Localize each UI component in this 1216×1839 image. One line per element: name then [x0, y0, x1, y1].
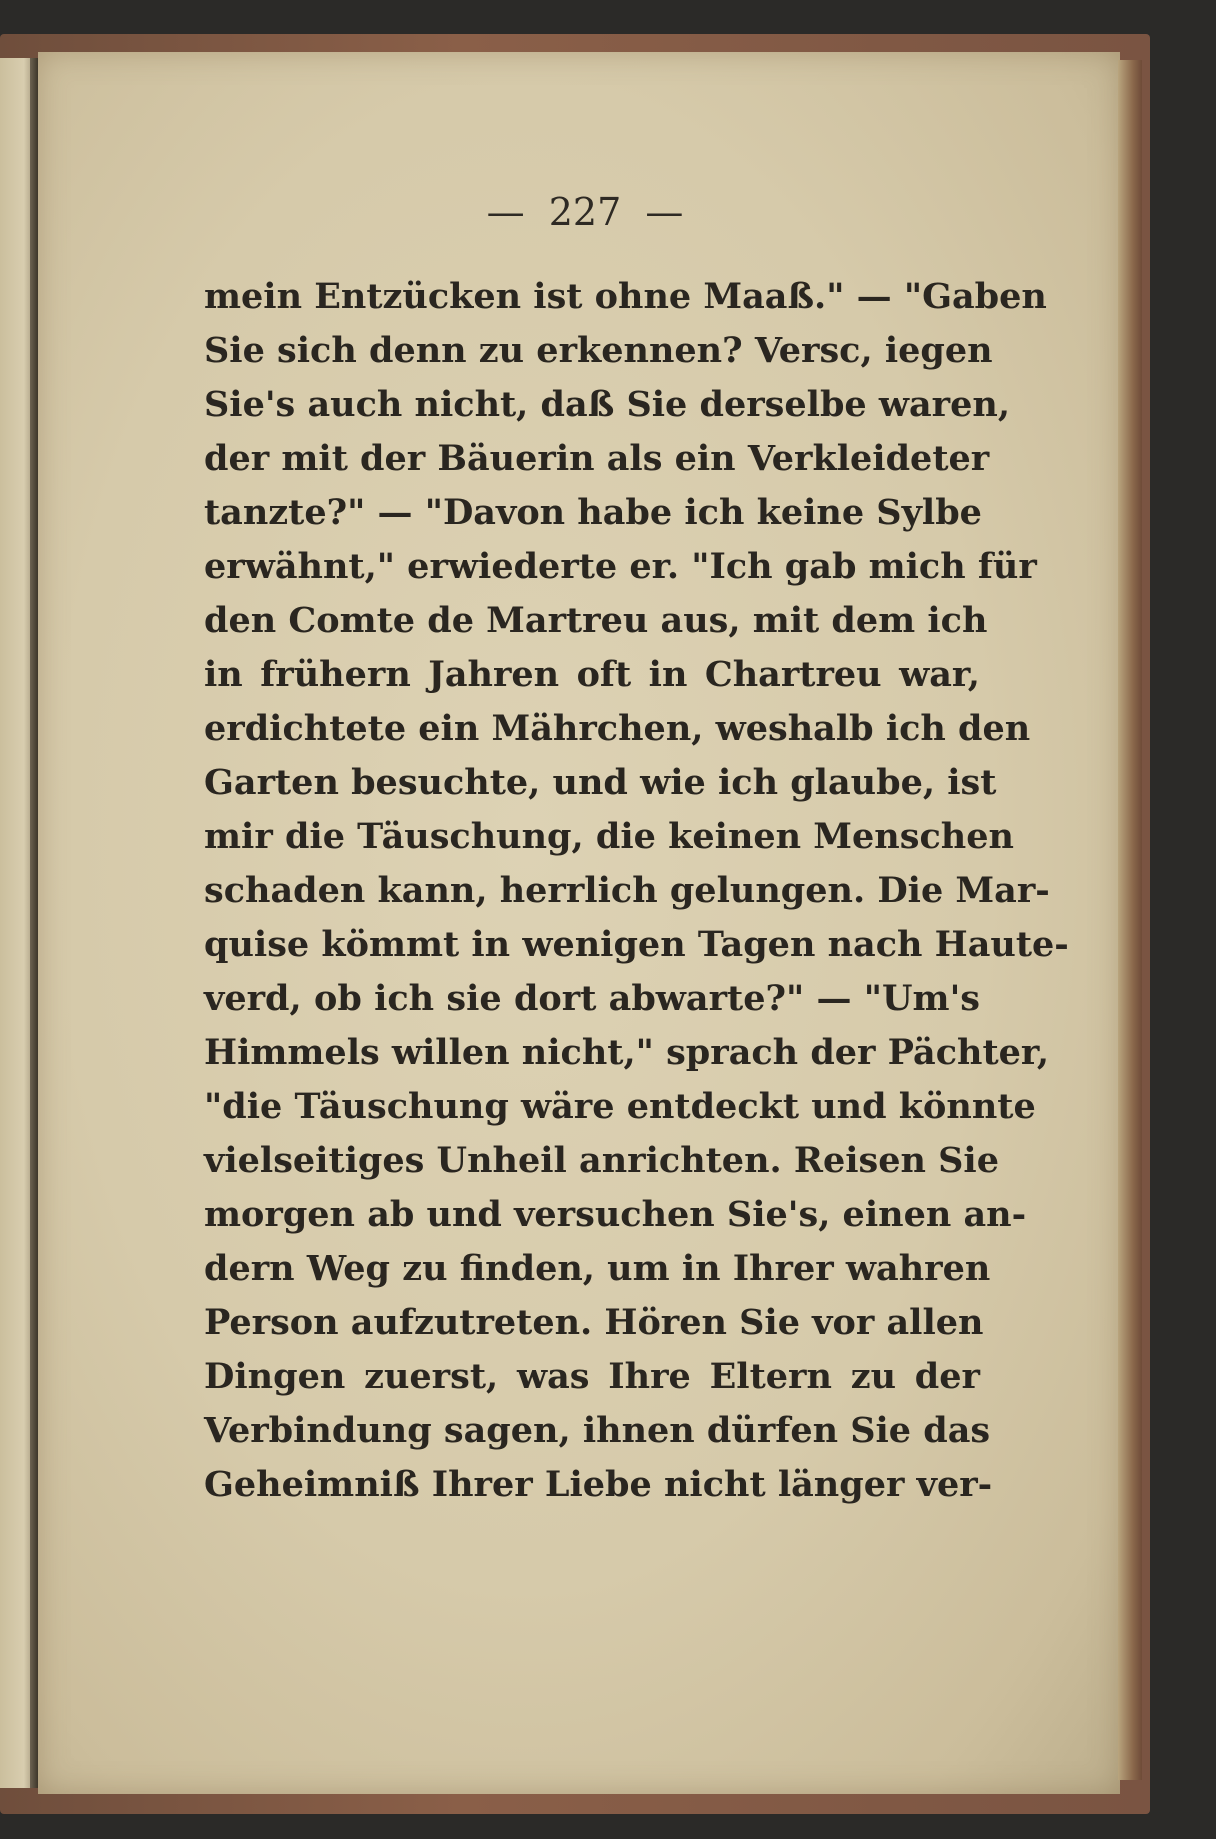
text-line: erdichtete ein Mährchen, weshalb ich den	[204, 708, 1031, 749]
text-line: der mit der Bäuerin als ein Verkleideter	[204, 438, 990, 479]
text-line: Dingen zuerst, was Ihre Eltern zu der	[204, 1356, 980, 1397]
left-page-edge	[0, 58, 34, 1788]
text-line: tanzte?" — "Davon habe ich keine Sylbe	[204, 492, 982, 533]
text-line: in frühern Jahren oft in Chartreu war,	[204, 654, 980, 695]
text-line: Geheimniß Ihrer Liebe nicht länger ver-	[204, 1464, 993, 1505]
text-line: mein Entzücken ist ohne Maaß." — "Gaben	[204, 276, 1047, 317]
text-line: erwähnt," erwiederte er. "Ich gab mich für	[204, 546, 1037, 587]
page-edge-right	[1118, 60, 1142, 1780]
text-line: Person aufzutreten. Hören Sie vor allen	[204, 1302, 984, 1343]
text-line: schaden kann, herrlich gelungen. Die Mar-	[204, 870, 1050, 911]
text-line: morgen ab und versuchen Sie's, einen an-	[204, 1194, 1027, 1235]
text-line: "die Täuschung wäre entdeckt und könnte	[204, 1086, 1036, 1127]
text-line: dern Weg zu finden, um in Ihrer wahren	[204, 1248, 991, 1289]
page-body-text	[204, 270, 1069, 1512]
text-line: den Comte de Martreu aus, mit dem ich	[204, 600, 988, 641]
page-number-header: — 227 —	[486, 190, 684, 234]
text-line: mir die Täuschung, die keinen Menschen	[204, 816, 1014, 857]
book-gutter	[30, 58, 38, 1788]
text-line: Garten besuchte, und wie ich glaube, ist	[204, 762, 997, 803]
text-line: Sie sich denn zu erkennen? Versc, iegen	[204, 330, 993, 371]
text-line: vielseitiges Unheil anrichten. Reisen Sie	[204, 1140, 999, 1181]
text-line: Verbindung sagen, ihnen dürfen Sie das	[204, 1410, 991, 1451]
text-line: Sie's auch nicht, daß Sie derselbe waren,	[204, 384, 1011, 425]
text-line: quise kömmt in wenigen Tagen nach Haute-	[204, 924, 1069, 965]
text-line: verd, ob ich sie dort abwarte?" — "Um's	[204, 978, 980, 1019]
text-line: Himmels willen nicht," sprach der Pächter,	[204, 1032, 1050, 1073]
